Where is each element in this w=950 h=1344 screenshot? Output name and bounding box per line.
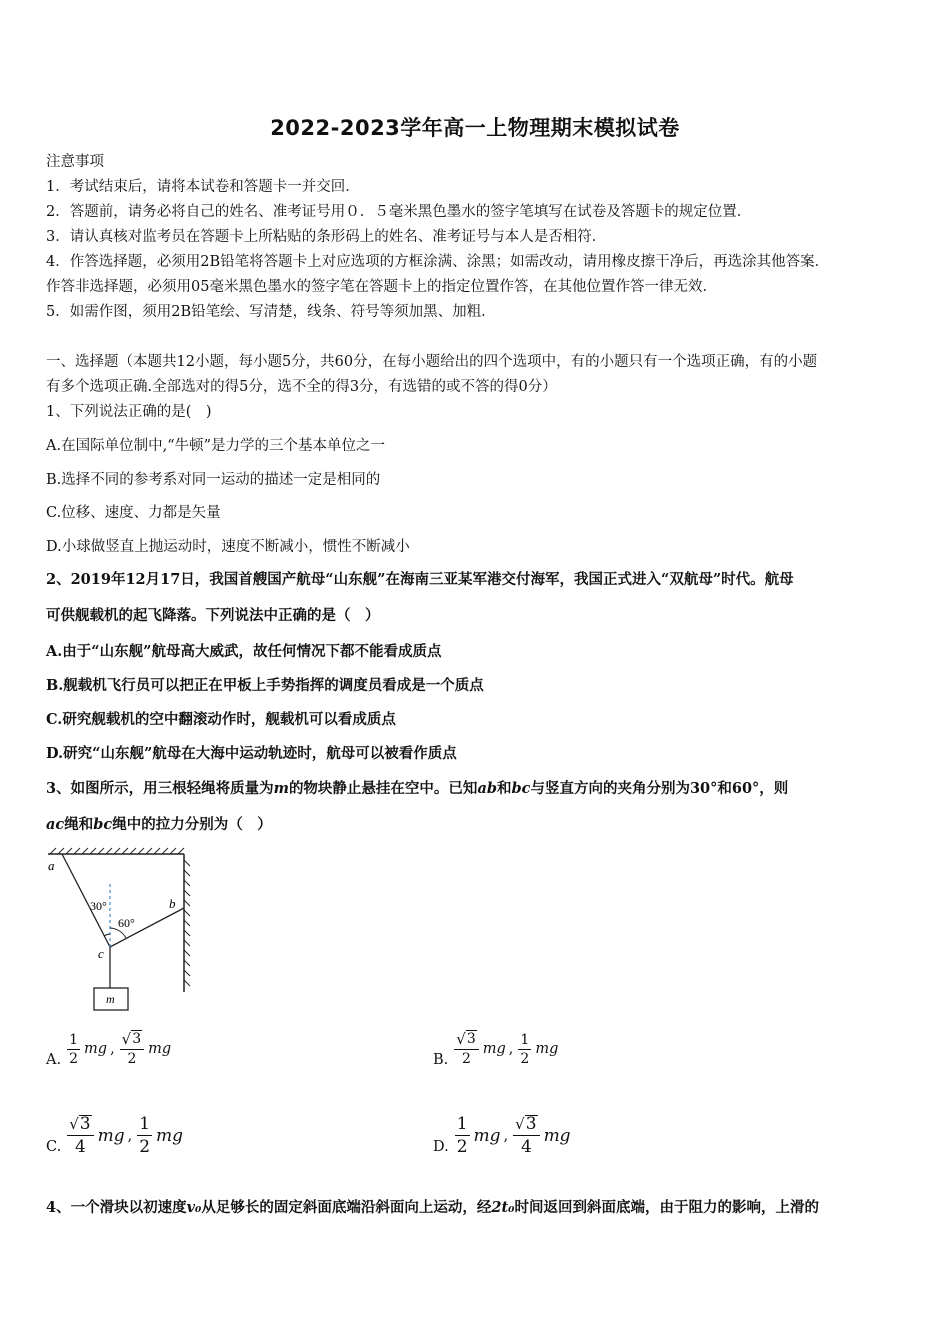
question-1-option-d: D.小球做竖直上抛运动时，速度不断减小，惯性不断减小 xyxy=(46,539,410,555)
stem-text: 绳中的拉力分别为（ ） xyxy=(112,816,272,833)
question-3-stem xyxy=(46,779,910,799)
denominator: 4 xyxy=(74,1137,86,1157)
denominator: 2 xyxy=(69,1050,79,1067)
notes-heading: 注意事项 xyxy=(46,154,104,170)
question-2-option-a: A.由于“山东舰”航母高大威武，故任何情况下都不能看成质点 xyxy=(46,643,442,660)
radicand: 3 xyxy=(132,1031,142,1047)
stem-text: 时间返回到斜面底端，由于阻力的影响，上滑的 xyxy=(514,1199,820,1216)
fraction xyxy=(137,1113,152,1158)
unit-mg: mg xyxy=(543,1125,571,1146)
fraction xyxy=(518,1031,531,1068)
unit-mg: mg xyxy=(148,1041,172,1057)
label-c: c xyxy=(98,946,104,961)
option-label: B. xyxy=(433,1052,449,1068)
question-3-option-b xyxy=(433,1030,558,1068)
question-2-stem-cont: 可供舰载机的起飞降落。下列说法中正确的是（ ） xyxy=(46,607,380,624)
radicand: 3 xyxy=(79,1114,91,1134)
fraction xyxy=(67,1031,80,1068)
numerator xyxy=(513,1113,539,1136)
sqrt-icon: √ xyxy=(456,1030,466,1048)
unit-mg: mg xyxy=(482,1041,506,1057)
fraction xyxy=(120,1030,144,1068)
sqrt xyxy=(69,1115,91,1132)
rope-ab-symbol: ab xyxy=(477,780,497,797)
wall-hatch xyxy=(184,860,190,986)
numerator xyxy=(454,1030,478,1050)
question-2-option-b: B.舰载机飞行员可以把正在甲板上手势指挥的调度员看成是一个质点 xyxy=(46,677,484,694)
unit-mg: mg xyxy=(535,1041,559,1057)
sqrt xyxy=(456,1030,476,1047)
denominator: 2 xyxy=(462,1051,471,1067)
numerator xyxy=(120,1030,144,1050)
stem-text: 从足够长的固定斜面底端沿斜面向上运动，经 xyxy=(201,1199,492,1216)
section-instructions: 一、选择题（本题共12小题，每小题5分，共60分，在每小题给出的四个选项中，有的小题只有一个选项正确，有的小题 xyxy=(46,354,818,370)
denominator: 2 xyxy=(520,1050,530,1067)
question-3-option-a xyxy=(46,1030,171,1068)
question-1-stem: 1、下列说法正确的是( ) xyxy=(46,404,212,420)
radicand: 3 xyxy=(466,1031,476,1047)
sqrt-icon: √ xyxy=(121,1030,132,1048)
note-item: 2．答题前，请务必将自己的姓名、准考证号用０．５毫米黑色墨水的签字笔填写在试卷及答题卡的规定位置． xyxy=(46,204,752,220)
label-m: m xyxy=(106,992,115,1006)
denominator: 2 xyxy=(456,1137,468,1157)
note-item: 1．考试结束后，请将本试卷和答题卡一并交回． xyxy=(46,179,360,195)
sqrt-icon: √ xyxy=(69,1115,79,1133)
numerator: 1 xyxy=(520,1031,530,1048)
question-3-option-d xyxy=(433,1113,571,1158)
question-2-option-d: D.研究“山东舰”航母在大海中运动轨迹时，航母可以被看作质点 xyxy=(46,745,457,762)
page-title: 2022-2023学年高一上物理期末模拟试卷 xyxy=(270,116,680,140)
unit-mg: mg xyxy=(84,1041,108,1057)
mass-symbol: m xyxy=(273,780,289,797)
initial-velocity-symbol: v₀ xyxy=(186,1199,202,1216)
radicand: 3 xyxy=(525,1114,537,1134)
angle-30-label: 30° xyxy=(90,899,107,913)
note-item: 5．如需作图，须用2B铅笔绘、写清楚，线条、符号等须加黑、加粗． xyxy=(46,304,496,320)
rope-diagram xyxy=(44,844,194,1014)
stem-text: 和 xyxy=(496,780,512,797)
note-item: 4．作答选择题，必须用2B铅笔将答题卡上对应选项的方框涂满、涂黑；如需改动，请用橡皮擦干净后，再选涂其他答案． xyxy=(46,254,830,270)
option-label: D. xyxy=(433,1138,449,1155)
question-2-option-c: C.研究舰载机的空中翻滚动作时，舰载机可以看成质点 xyxy=(46,711,396,728)
note-item: 作答非选择题，必须用05毫米黑色墨水的签字笔在答题卡上的指定位置作答，在其他位置作答一律无效． xyxy=(46,279,717,295)
comma: , xyxy=(508,1041,514,1057)
unit-mg: mg xyxy=(473,1125,501,1146)
fraction xyxy=(67,1113,93,1158)
stem-text: 3、如图所示，用三根轻绳将质量为 xyxy=(46,780,274,797)
question-1-option-c: C.位移、速度、力都是矢量 xyxy=(46,505,221,521)
sqrt-icon: √ xyxy=(515,1115,525,1133)
stem-text: 与竖直方向的夹角分别为30°和60°，则 xyxy=(530,780,789,797)
denominator: 4 xyxy=(520,1137,532,1157)
rope-bc-symbol: bc xyxy=(511,780,531,797)
unit-mg: mg xyxy=(97,1125,125,1146)
rope-bc-symbol: bc xyxy=(93,816,113,833)
angle-60-label: 60° xyxy=(118,916,135,930)
ceiling-hatch xyxy=(50,848,184,854)
option-label: C. xyxy=(46,1138,62,1155)
unit-mg: mg xyxy=(156,1125,184,1146)
fraction xyxy=(454,1030,478,1068)
angle-arc-30 xyxy=(104,934,110,936)
question-3-option-c xyxy=(46,1113,183,1158)
label-a: a xyxy=(48,858,55,873)
label-b: b xyxy=(169,896,176,911)
rope-ac-symbol: ac xyxy=(46,816,65,833)
question-2-stem: 2、2019年12月17日，我国首艘国产航母“山东舰”在海南三亚某军港交付海军，我国正式进入“双航母”时代。航母 xyxy=(46,571,794,588)
question-1-option-a: A.在国际单位制中,“牛顿”是力学的三个基本单位之一 xyxy=(46,438,386,454)
numerator: 1 xyxy=(456,1114,468,1134)
section-instructions-cont: 有多个选项正确.全部选对的得5分，选不全的得3分，有选错的或不答的得0分） xyxy=(46,379,557,395)
note-item: 3．请认真核对监考员在答题卡上所粘贴的条形码上的姓名、准考证号与本人是否相符． xyxy=(46,229,607,245)
numerator: 1 xyxy=(139,1114,151,1134)
stem-text: 绳和 xyxy=(64,816,94,833)
comma: , xyxy=(503,1127,509,1144)
fraction xyxy=(513,1113,539,1158)
numerator: 1 xyxy=(69,1031,79,1048)
sqrt xyxy=(122,1030,142,1047)
option-label: A. xyxy=(46,1052,62,1068)
fraction xyxy=(455,1113,470,1158)
stem-text: 的物块静止悬挂在空中。已知 xyxy=(288,780,478,797)
question-3-stem-cont xyxy=(46,815,910,835)
denominator: 2 xyxy=(139,1137,151,1157)
denominator: 2 xyxy=(127,1051,137,1067)
question-1-option-b: B.选择不同的参考系对同一运动的描述一定是相同的 xyxy=(46,472,381,488)
question-4-stem xyxy=(46,1198,910,1218)
numerator xyxy=(67,1113,93,1136)
sqrt xyxy=(515,1115,537,1132)
comma: , xyxy=(127,1127,133,1144)
stem-text: 4、一个滑块以初速度 xyxy=(46,1199,187,1216)
comma: , xyxy=(110,1041,115,1057)
time-symbol: 2t₀ xyxy=(491,1199,515,1216)
